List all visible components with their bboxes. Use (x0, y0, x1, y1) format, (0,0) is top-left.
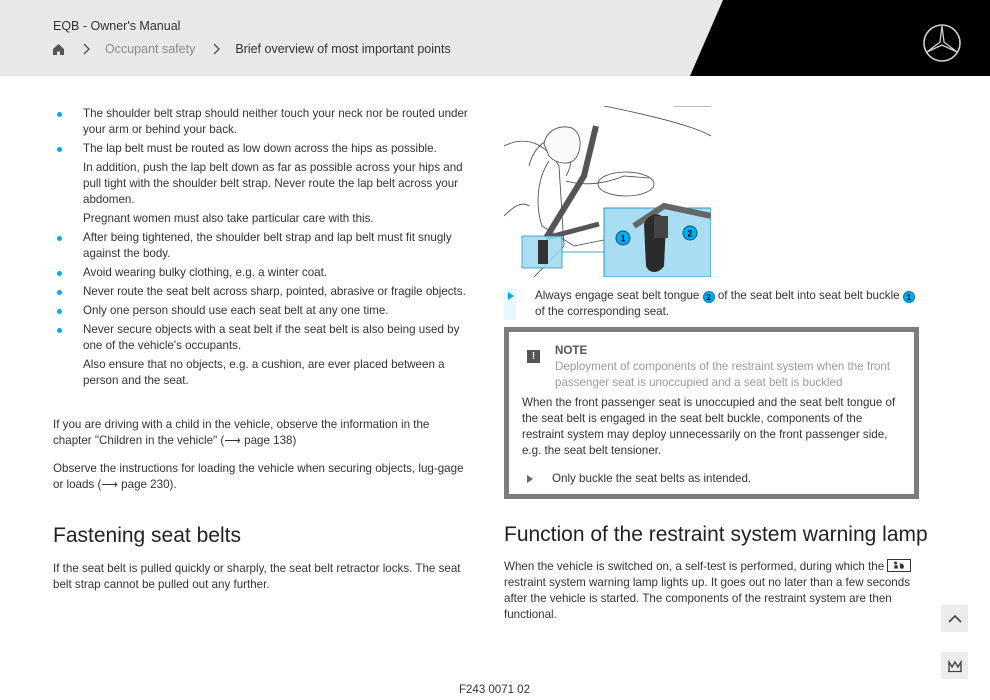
breadcrumb-section-link[interactable]: Occupant safety (105, 42, 196, 56)
note-body: When the front passenger seat is unoccupied and the seat belt tongue of the seat belt is engaged in the seat belt buckle, components of the restraint system may deploy unnecessarily on the front passenger side, e.g. the seat belt tensioner. (522, 396, 896, 457)
loading-info-paragraph[interactable]: Observe the instructions for loading the vehicle when securing objects, lug-gage or loads (⟶ page 230). (53, 462, 464, 491)
list-item: Never secure objects with a seat belt if the seat belt is also being used by one of the vehicle's occupants. Also ensure that no objects, e.g. a cushion, are ever placed between a person and the seat. (53, 322, 471, 389)
chevron-right-icon (211, 43, 221, 55)
callout-2-label: 2 (687, 228, 693, 239)
menu-button[interactable] (941, 652, 968, 679)
airbag-warning-icon (887, 559, 911, 572)
mercedes-star-icon (922, 23, 962, 63)
list-item: Only one person should use each seat belt at any one time. (53, 303, 471, 319)
callout-1-badge: 1 (903, 291, 915, 303)
menu-icon (947, 659, 963, 673)
note-step: Only buckle the seat belts as intended. (522, 471, 900, 487)
section-heading-fastening: Fastening seat belts (53, 524, 241, 547)
home-icon[interactable] (52, 43, 65, 56)
callout-2-badge: 2 (703, 291, 715, 303)
header-brand-area (690, 0, 990, 76)
figure-code: F243 0071 02 (459, 684, 530, 696)
fastening-paragraph: If the seat belt is pulled quickly or sharply, the seat belt retractor locks. The seat belt strap cannot be pulled out any further. (53, 562, 461, 591)
step-arrow-icon (527, 475, 533, 483)
seat-belt-illustration (504, 106, 711, 277)
list-item: The lap belt must be routed as low down across the hips as possible. In addition, push the lap belt down as far as possible across your hips and pull tight with the shoulder belt strap. Never route the lap belt across your abdomen. Pregnant women must also take particular care with this. (53, 141, 471, 227)
instruction-arrow-icon (504, 288, 518, 320)
safety-bullet-list (53, 106, 471, 389)
list-item: Avoid wearing bulky clothing, e.g. a winter coat. (53, 265, 471, 281)
list-item: After being tightened, the shoulder belt strap and lap belt must fit snugly against the body. (53, 230, 471, 262)
chevron-right-icon (81, 43, 91, 55)
note-title: NOTE (555, 344, 588, 357)
breadcrumb-current: Brief overview of most important points (235, 42, 451, 56)
buckle-instruction: Always engage seat belt tongue 2 of the seat belt into seat belt buckle 1 of the corresponding seat. (504, 288, 919, 320)
note-box (504, 327, 919, 499)
breadcrumb (52, 42, 451, 56)
chevron-up-icon (948, 614, 962, 624)
list-item: Never route the seat belt across sharp, pointed, abrasive or fragile objects. (53, 284, 471, 300)
list-item: The shoulder belt strap should neither touch your neck nor be routed under your arm or behind your back. (53, 106, 471, 138)
children-info-paragraph[interactable]: If you are driving with a child in the vehicle, observe the information in the chapter "Children in the vehicle" (⟶ page 138) (53, 418, 430, 447)
note-subtitle: Deployment of components of the restraint system when the front passenger seat is unoccupied and a seat belt is buckled (555, 360, 891, 389)
left-column (53, 106, 471, 593)
warning-lamp-paragraph: When the vehicle is switched on, a self-test is performed, during which the restraint system warning lamp lights up. It goes out no later than a few seconds after the vehicle is started. The components of the restraint system are then functional. (504, 560, 910, 621)
scroll-to-top-button[interactable] (941, 605, 968, 632)
section-heading-warning-lamp: Function of the restraint system warning lamp (504, 523, 928, 546)
callout-1-label: 1 (620, 233, 626, 244)
manual-title: EQB - Owner's Manual (53, 19, 181, 33)
exclamation-icon: ! (527, 350, 540, 363)
